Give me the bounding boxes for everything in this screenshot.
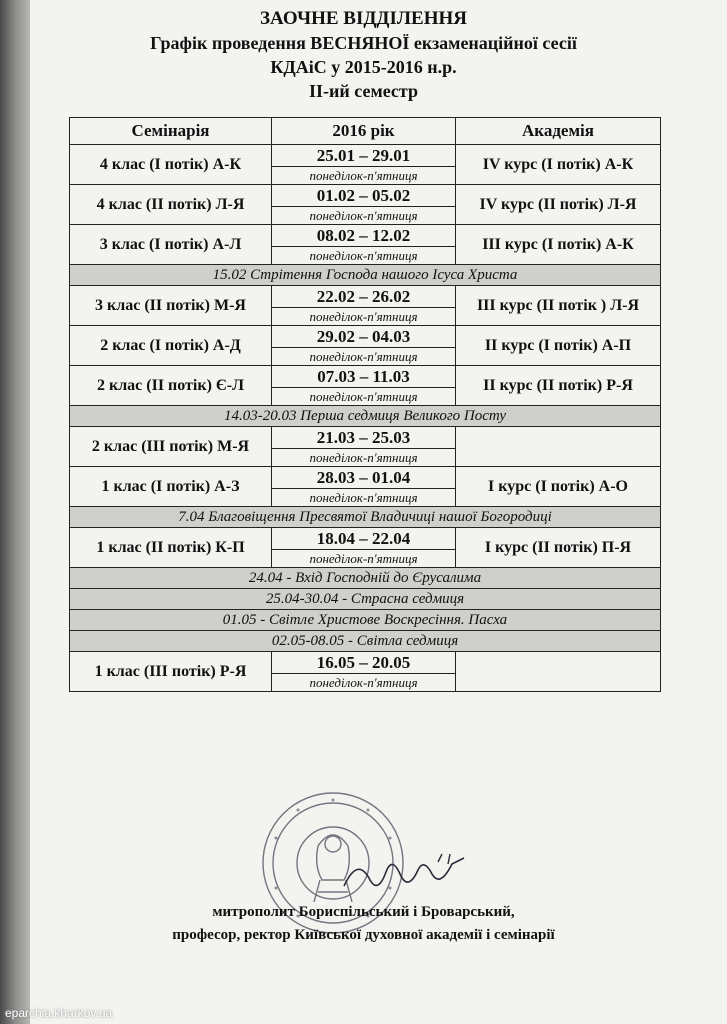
academy-cell: IV курс (ІІ потік) Л-Я (456, 185, 661, 225)
days-cell: понеділок-п'ятниця (272, 247, 456, 265)
holiday-row (70, 568, 661, 589)
holiday-cell: 7.04 Благовіщення Пресвятої Владичиці нашої Богородиці (70, 507, 661, 528)
semester-label: ІІ-ий семестр (309, 81, 418, 101)
academy-cell (456, 427, 661, 467)
table-row (70, 427, 661, 449)
holiday-row (70, 406, 661, 427)
signatory-title: митрополит Бориспільський і Броварський, (212, 904, 515, 920)
days-cell: понеділок-п'ятниця (272, 388, 456, 406)
days-cell: понеділок-п'ятниця (272, 489, 456, 507)
dates-cell: 28.03 – 01.04 (272, 467, 456, 489)
seminary-cell: 2 клас (ІІ потік) Є-Л (70, 366, 272, 406)
seminary-cell: 1 клас (ІІІ потік) Р-Я (70, 652, 272, 692)
seminary-cell: 4 клас (ІІ потік) Л-Я (70, 185, 272, 225)
days-cell: понеділок-п'ятниця (272, 674, 456, 692)
holiday-cell: 01.05 - Світле Христове Воскресіння. Пасха (70, 610, 661, 631)
seminary-cell: 3 клас (ІІ потік) М-Я (70, 286, 272, 326)
holiday-row (70, 265, 661, 286)
page-title: ЗАОЧНЕ ВІДДІЛЕННЯ (260, 8, 467, 29)
dates-cell: 25.01 – 29.01 (272, 145, 456, 167)
holiday-row (70, 589, 661, 610)
table-row (70, 326, 661, 348)
holiday-cell: 15.02 Стрітення Господа нашого Ісуса Христа (70, 265, 661, 286)
days-cell: понеділок-п'ятниця (272, 550, 456, 568)
seminary-cell: 2 клас (І потік) А-Д (70, 326, 272, 366)
exam-schedule-table (69, 117, 661, 692)
seminary-cell: 4 клас (І потік) А-К (70, 145, 272, 185)
academy-cell: ІІ курс (ІІ потік) Р-Я (456, 366, 661, 406)
academy-cell: ІІ курс (І потік) А-П (456, 326, 661, 366)
column-header-seminary: Семінарія (70, 118, 272, 145)
dates-cell: 08.02 – 12.02 (272, 225, 456, 247)
table-row (70, 366, 661, 388)
table-row (70, 467, 661, 489)
days-cell: понеділок-п'ятниця (272, 207, 456, 225)
holiday-row (70, 631, 661, 652)
dates-cell: 29.02 – 04.03 (272, 326, 456, 348)
academy-cell: І курс (ІІ потік) П-Я (456, 528, 661, 568)
dates-cell: 18.04 – 22.04 (272, 528, 456, 550)
holiday-row (70, 507, 661, 528)
seminary-cell: 2 клас (ІІІ потік) М-Я (70, 427, 272, 467)
holiday-cell: 14.03-20.03 Перша седмиця Великого Посту (70, 406, 661, 427)
holiday-cell: 24.04 - Вхід Господній до Єрусалима (70, 568, 661, 589)
dates-cell: 07.03 – 11.03 (272, 366, 456, 388)
dates-cell: 01.02 – 05.02 (272, 185, 456, 207)
holiday-cell: 25.04-30.04 - Страсна седмиця (70, 589, 661, 610)
table-header-row (70, 118, 661, 145)
academy-cell (456, 652, 661, 692)
site-watermark: eparchia.kharkov.ua (5, 1006, 113, 1020)
seminary-cell: 1 клас (ІІ потік) К-П (70, 528, 272, 568)
institution-year: КДАіС у 2015-2016 н.р. (270, 57, 457, 77)
academy-cell: І курс (І потік) А-О (456, 467, 661, 507)
table-row (70, 528, 661, 550)
seminary-cell: 3 клас (І потік) А-Л (70, 225, 272, 265)
table-row (70, 185, 661, 207)
academy-cell: ІІІ курс (ІІ потік ) Л-Я (456, 286, 661, 326)
page-subtitle: Графік проведення ВЕСНЯНОЇ екзаменаційної сесії (150, 33, 577, 53)
table-row (70, 145, 661, 167)
table-row (70, 225, 661, 247)
days-cell: понеділок-п'ятниця (272, 348, 456, 366)
table-row (70, 286, 661, 308)
table-row (70, 652, 661, 674)
days-cell: понеділок-п'ятниця (272, 308, 456, 326)
holiday-row (70, 610, 661, 631)
dates-cell: 21.03 – 25.03 (272, 427, 456, 449)
days-cell: понеділок-п'ятниця (272, 449, 456, 467)
academy-cell: ІІІ курс (І потік) А-К (456, 225, 661, 265)
signatory-position: професор, ректор Київської духовної академії і семінарії (172, 927, 555, 943)
seminary-cell: 1 клас (І потік) А-З (70, 467, 272, 507)
holiday-cell: 02.05-08.05 - Світла седмиця (70, 631, 661, 652)
signature-scribble-icon (340, 848, 480, 898)
dates-cell: 22.02 – 26.02 (272, 286, 456, 308)
dates-cell: 16.05 – 20.05 (272, 652, 456, 674)
column-header-academy: Академія (456, 118, 661, 145)
days-cell: понеділок-п'ятниця (272, 167, 456, 185)
academy-cell: IV курс (І потік) А-К (456, 145, 661, 185)
column-header-year: 2016 рік (272, 118, 456, 145)
